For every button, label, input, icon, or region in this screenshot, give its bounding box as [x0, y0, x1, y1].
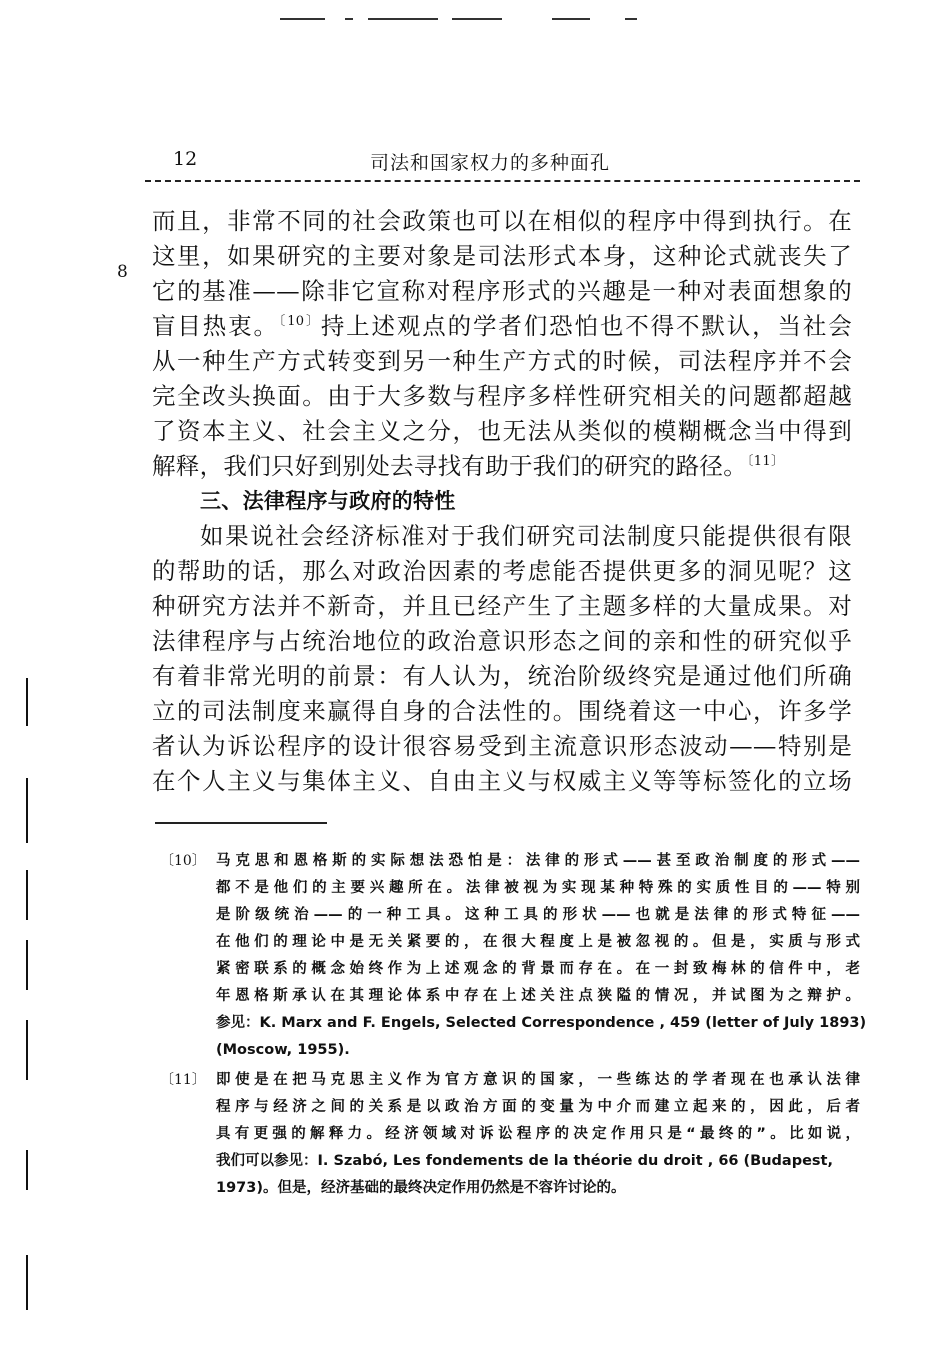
- text-segment: 解释，我们只好到别处去寻找有助于我们的研究的路径。: [152, 452, 747, 480]
- scan-artifact-line: [280, 18, 325, 20]
- footnote-line: 1973)。但是，经济基础的最终决定作用仍然是不容许讨论的。: [216, 1180, 626, 1196]
- footnote-line: 是阶级统治——的一种工具。这种工具的形状——也就是法律的形式特征——: [216, 907, 860, 923]
- footnote-separator: [155, 822, 327, 824]
- text-line: 了资本主义、社会主义之分，也无法从类似的模糊概念当中得到: [152, 417, 852, 445]
- text-line: 法律程序与占统治地位的政治意识形态之间的亲和性的研究似乎: [152, 627, 852, 655]
- footnote-line: 马克思和恩格斯的实际想法恐怕是：法律的形式——甚至政治制度的形式——: [216, 853, 860, 869]
- footnote-line: (Moscow, 1955).: [216, 1042, 350, 1058]
- text-line: 在个人主义与集体主义、自由主义与权威主义等等标签化的立场: [152, 767, 852, 795]
- footnote-ref-10: 〔10〕: [278, 314, 321, 329]
- running-title: 司法和国家权力的多种面孔: [370, 152, 611, 174]
- footnote-line: 程序与经济之间的关系是以政治方面的变量为中介而建立起来的，因此，后者: [216, 1099, 860, 1115]
- text-line: 有着非常光明的前景：有人认为，统治阶级终究是通过他们所确: [152, 662, 852, 690]
- scan-artifact-line: [625, 18, 637, 20]
- text-line: 种研究方法并不新奇，并且已经产生了主题多样的大量成果。对: [152, 592, 852, 620]
- scan-edge-bar: [26, 778, 28, 843]
- scan-artifact-line: [345, 18, 353, 20]
- text-segment: 持上述观点的学者们恐怕也不得不默认，当社会: [320, 312, 852, 340]
- footnote-line: 都不是他们的主要兴趣所在。法律被视为实现某种特殊的实质性目的——特别: [216, 880, 860, 896]
- footnote-label: 〔10〕: [160, 853, 206, 869]
- page-number: 12: [173, 148, 198, 170]
- footnote-11: [160, 1067, 860, 1202]
- footnote-10: [160, 848, 867, 1064]
- text-line: 完全改头换面。由于大多数与程序多样性研究相关的问题都超越: [152, 382, 852, 410]
- margin-page-number: 8: [117, 262, 128, 282]
- text-line: 它的基准——除非它宣称对程序形式的兴趣是一种对表面想象的: [152, 277, 852, 305]
- footnote-line: 参见：K. Marx and F. Engels, Selected Correspondence , 459 (letter of July 1893): [216, 1015, 867, 1031]
- footnote-line: 即使是在把马克思主义作为官方意识的国家，一些练达的学者现在也承认法律: [216, 1072, 860, 1088]
- header-rule: [145, 180, 860, 182]
- page-header: [155, 148, 855, 178]
- footnote-line: 具有更强的解释力。经济领域对诉讼程序的决定作用只是“最终的”。比如说，: [216, 1126, 860, 1142]
- footnote-body: [216, 848, 867, 1064]
- footnotes: [160, 848, 867, 1205]
- scan-edge-bar: [26, 940, 28, 990]
- text-line: 者认为诉讼程序的设计很容易受到主流意识形态波动——特别是: [152, 732, 852, 760]
- scan-artifact-line: [552, 18, 590, 20]
- section-heading: 三、法律程序与政府的特性: [200, 489, 456, 513]
- text-segment: 盲目热衷。: [152, 312, 279, 340]
- text-line: [152, 449, 852, 484]
- footnote-line: 年恩格斯承认在其理论体系中存在上述关注点狭隘的情况，并试图为之辩护。: [216, 988, 860, 1004]
- text-line: 而且，非常不同的社会政策也可以在相似的程序中得到执行。在: [152, 207, 852, 235]
- text-line: [152, 309, 852, 344]
- scan-edge-bar: [26, 870, 28, 920]
- footnote-body: [216, 1067, 860, 1202]
- text-line: 如果说社会经济标准对于我们研究司法制度只能提供很有限: [200, 522, 852, 550]
- footnote-line: 在他们的理论中是无关紧要的，在很大程度上是被忽视的。但是，实质与形式: [216, 934, 860, 950]
- text-line: 这里，如果研究的主要对象是司法形式本身，这种论式就丧失了: [152, 242, 852, 270]
- scan-artifact-line: [368, 18, 438, 20]
- footnote-ref-11: 〔11〕: [747, 454, 785, 469]
- scan-edge-bar: [26, 1150, 28, 1190]
- body-text: [152, 204, 852, 799]
- scan-edge-bar: [26, 1020, 28, 1080]
- footnote-line: 我们可以参见：I. Szabó, Les fondements de la théorie du droit , 66 (Budapest,: [216, 1153, 833, 1169]
- footnote-label: 〔11〕: [160, 1072, 206, 1088]
- text-line: 的帮助的话，那么对政治因素的考虑能否提供更多的洞见呢？这: [152, 557, 852, 585]
- text-line: 从一种生产方式转变到另一种生产方式的时候，司法程序并不会: [152, 347, 852, 375]
- footnote-line: 紧密联系的概念始终作为上述观念的背景而存在。在一封致梅林的信件中，老: [216, 961, 860, 977]
- scan-edge-bar: [26, 1255, 28, 1310]
- scan-edge-bar: [26, 678, 28, 726]
- scan-artifact-line: [452, 18, 502, 20]
- text-line: 立的司法制度来赢得自身的合法性的。围绕着这一中心，许多学: [152, 697, 852, 725]
